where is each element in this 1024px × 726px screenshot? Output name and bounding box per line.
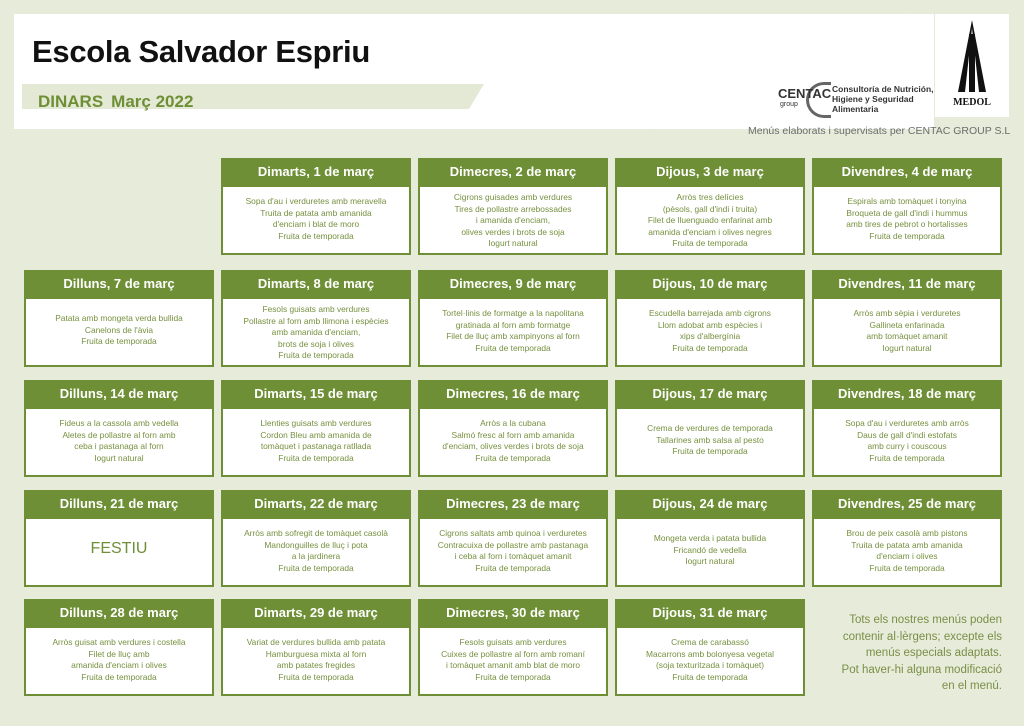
- note-line: contenir al·lèrgens; excepte els: [842, 630, 1002, 643]
- menu-item: Fruita de temporada: [475, 342, 551, 353]
- day-card: [24, 599, 214, 696]
- day-title: Divendres, 11 de març: [812, 270, 1002, 297]
- menu-item: d'enciam, olives verdes i brots de soja: [442, 441, 584, 451]
- menu-item: Fruita de temporada: [869, 562, 945, 573]
- menu-item: Fruita de temporada: [278, 452, 354, 463]
- day-menu: [24, 407, 214, 477]
- centac-desc-line: Consultoría de Nutrición,: [832, 84, 934, 94]
- menu-item: Contracuixa de pollastre amb pastanaga: [437, 539, 589, 550]
- menu-item: Fruita de temporada: [672, 238, 748, 248]
- day-menu: [418, 626, 608, 696]
- menu-item: Filet de lluç amb: [88, 648, 150, 659]
- day-card: [615, 158, 805, 255]
- menu-item: Canelons de l'àvia: [84, 324, 154, 335]
- menu-item: Gallineta enfarinada: [869, 319, 945, 330]
- menu-item: Sopa d'au i verduretes amb arròs: [845, 418, 969, 428]
- day-title: Dimecres, 16 de març: [418, 380, 608, 407]
- day-card: [24, 380, 214, 477]
- menu-label: DINARS: [38, 92, 104, 111]
- menu-item: olives verdes i brots de soja: [461, 226, 565, 237]
- day-card: [221, 380, 411, 477]
- day-card: [221, 490, 411, 587]
- day-card: [812, 270, 1002, 367]
- menu-item: Fruita de temporada: [475, 452, 551, 463]
- note-line: en el menú.: [941, 680, 1002, 692]
- menu-item: amb amanida d'enciam,: [271, 327, 361, 337]
- menu-item: Llom adobat amb espècies i: [657, 319, 763, 330]
- menu-item: Fruita de temporada: [672, 446, 748, 456]
- day-menu: [615, 185, 805, 255]
- menu-item: Cuixes de pollastre al forn amb romaní: [441, 648, 585, 659]
- menu-subtitle: [38, 92, 193, 112]
- centac-description: [832, 84, 934, 114]
- menu-item: Fideus a la cassola amb vedella: [59, 418, 179, 428]
- menu-item: (soja texturitzada i tomàquet): [656, 660, 764, 670]
- note-line: menús especials adaptats.: [865, 647, 1002, 659]
- menu-item: amb tires de pebrot o hortalisses: [846, 219, 968, 229]
- day-card: [615, 270, 805, 367]
- day-title: Dijous, 10 de març: [615, 270, 805, 297]
- menu-item: Variat de verdures bullida amb patata: [246, 637, 386, 647]
- day-menu: [221, 185, 411, 255]
- day-title: Dijous, 31 de març: [615, 599, 805, 626]
- day-card: [418, 599, 608, 696]
- menu-item: d'enciam i olives: [876, 551, 938, 561]
- menu-item: Filet de lluenguado enfarinat amb: [647, 215, 773, 225]
- school-title: Escola Salvador Espriu: [32, 34, 370, 69]
- day-card: [615, 599, 805, 696]
- day-title: Dimecres, 2 de març: [418, 158, 608, 185]
- menu-item: Fruita de temporada: [278, 230, 354, 241]
- day-menu: [24, 297, 214, 367]
- menu-item: Tires de pollastre arrebossades: [454, 203, 572, 214]
- day-menu: [221, 517, 411, 587]
- holiday-label: FESTIU: [24, 517, 214, 587]
- note-line: Pot haver-hi alguna modificació: [841, 663, 1002, 676]
- menu-item: Iogurt natural: [882, 342, 932, 353]
- menu-item: Iogurt natural: [488, 238, 538, 248]
- menu-item: Arròs guisat amb verdures i costella: [52, 637, 186, 647]
- day-title: Dilluns, 14 de març: [24, 380, 214, 407]
- menu-item: xips d'albergínia: [679, 331, 741, 341]
- menu-item: i tomàquet amanit amb blat de moro: [445, 660, 581, 670]
- menu-item: Fruita de temporada: [475, 562, 551, 573]
- day-title: Dilluns, 7 de març: [24, 270, 214, 297]
- menu-month: Març 2022: [111, 92, 194, 111]
- menu-item: Patata amb mongeta verda bullida: [55, 313, 183, 323]
- day-title: Dilluns, 28 de març: [24, 599, 214, 626]
- day-card: [418, 270, 608, 367]
- menu-item: Cigrons saltats amb quinoa i verduretes: [439, 528, 587, 538]
- menu-item: Arròs a la cubana: [480, 418, 546, 428]
- day-menu: [812, 517, 1002, 587]
- menu-item: Truita de patata amb amanida: [851, 539, 963, 550]
- day-title: Dimarts, 8 de març: [221, 270, 411, 297]
- menu-item: Salmó fresc al forn amb amanida: [451, 429, 575, 440]
- menu-item: Broqueta de gall d'indi i hummus: [846, 207, 968, 218]
- menu-item: Fruita de temporada: [672, 671, 748, 682]
- menu-item: Crema de carabassó: [671, 637, 749, 647]
- day-card: [615, 490, 805, 587]
- day-menu: [221, 407, 411, 477]
- day-card: [812, 490, 1002, 587]
- medol-logo: [935, 14, 1009, 117]
- day-card: [418, 380, 608, 477]
- menu-item: Brou de peix casolà amb pistons: [846, 528, 968, 538]
- menu-item: Fesols guisats amb verdures: [459, 637, 567, 647]
- menu-item: brots de soja i olives: [278, 338, 354, 349]
- day-title: Divendres, 4 de març: [812, 158, 1002, 185]
- menu-item: Arròs amb sèpia i verduretes: [853, 308, 961, 318]
- centac-group-text: group: [780, 101, 798, 108]
- menu-item: Iogurt natural: [685, 556, 735, 566]
- menu-item: a la jardinera: [291, 551, 341, 561]
- day-title: Dimarts, 15 de març: [221, 380, 411, 407]
- centac-desc-line: Higiene y Seguridad: [832, 94, 914, 104]
- menu-item: i amanida d'enciam,: [475, 215, 551, 225]
- day-menu: [24, 626, 214, 696]
- menu-item: Llenties guisats amb verdures: [260, 418, 372, 428]
- day-card: [221, 158, 411, 255]
- menu-item: Arròs amb sofregit de tomàquet casolà: [244, 528, 388, 538]
- day-title: Dimarts, 29 de març: [221, 599, 411, 626]
- day-menu: [418, 517, 608, 587]
- day-card: [24, 270, 214, 367]
- menu-item: Pollastre al forn amb llimona i espècies: [243, 315, 389, 326]
- menu-item: Aletes de pollastre al forn amb: [62, 429, 176, 440]
- day-card: [418, 158, 608, 255]
- day-title: Dimecres, 23 de març: [418, 490, 608, 517]
- day-title: Dimarts, 1 de març: [221, 158, 411, 185]
- menu-item: amb curry i couscous: [867, 441, 947, 451]
- centac-desc-line: Alimentaria: [832, 104, 879, 114]
- day-menu: [221, 297, 411, 367]
- day-title: Dijous, 24 de març: [615, 490, 805, 517]
- day-title: Dimecres, 30 de març: [418, 599, 608, 626]
- menu-item: Daus de gall d'indi estofats: [857, 429, 957, 440]
- day-card: [812, 158, 1002, 255]
- menu-item: ceba i pastanaga al forn: [74, 441, 164, 451]
- menu-item: Arròs tres delícies: [676, 192, 744, 202]
- menu-item: d'enciam i blat de moro: [272, 219, 360, 229]
- day-title: Divendres, 18 de març: [812, 380, 1002, 407]
- menu-item: Fruita de temporada: [672, 342, 748, 353]
- menu-item: Fruita de temporada: [475, 671, 551, 682]
- allergen-note: [824, 612, 1002, 695]
- menu-item: Fruita de temporada: [278, 562, 354, 573]
- menu-item: Hamburguesa mixta al forn: [265, 648, 367, 659]
- menu-item: Mandonguilles de lluç i pota: [264, 539, 368, 550]
- centac-logo-text: CENTAC: [778, 86, 832, 101]
- menu-item: Cordon Bleu amb amanida de: [260, 429, 372, 440]
- day-card: [418, 490, 608, 587]
- day-card: [24, 490, 214, 587]
- day-title: Dimecres, 9 de març: [418, 270, 608, 297]
- menu-item: Macarrons amb bolonyesa vegetal: [645, 648, 775, 659]
- day-card: [812, 380, 1002, 477]
- day-menu: [615, 517, 805, 587]
- day-menu: [812, 297, 1002, 367]
- medol-tower-icon: [935, 14, 1009, 94]
- day-menu: [615, 297, 805, 367]
- menu-item: Fruita de temporada: [278, 671, 354, 682]
- menu-item: Truita de patata amb amanida: [260, 207, 372, 218]
- menu-item: i ceba al forn i tomàquet amanit: [454, 551, 572, 561]
- menu-item: Fruita de temporada: [869, 230, 945, 241]
- menu-item: Sopa d'au i verduretes amb meravella: [245, 196, 387, 206]
- day-card: [221, 270, 411, 367]
- day-card: [221, 599, 411, 696]
- menu-item: Iogurt natural: [94, 452, 144, 463]
- menu-item: amb tomàquet amanit: [866, 331, 948, 341]
- centac-logo: [776, 82, 936, 122]
- menu-item: Espirals amb tomàquet i tonyina: [847, 196, 967, 206]
- day-menu: [418, 297, 608, 367]
- menu-item: Tortel·linis de formatge a la napolitana: [442, 308, 584, 318]
- day-menu: [812, 185, 1002, 255]
- day-menu: [615, 626, 805, 696]
- day-title: Dijous, 3 de març: [615, 158, 805, 185]
- day-menu: [615, 407, 805, 477]
- menu-item: tomàquet i pastanaga ratllada: [260, 441, 372, 451]
- day-title: Dimarts, 22 de març: [221, 490, 411, 517]
- menu-item: Fruita de temporada: [81, 671, 157, 682]
- menu-item: amb patates fregides: [276, 660, 356, 670]
- menu-item: Fruita de temporada: [869, 452, 945, 463]
- day-menu: [221, 626, 411, 696]
- day-card: [615, 380, 805, 477]
- menu-item: Fruita de temporada: [278, 350, 354, 360]
- menu-item: Fricandó de vedella: [673, 544, 747, 555]
- menu-item: Crema de verdures de temporada: [647, 423, 773, 433]
- menu-item: amanida d'enciam i olives: [71, 660, 167, 670]
- menu-item: Cigrons guisades amb verdures: [453, 192, 573, 202]
- note-line: Tots els nostres menús poden: [849, 614, 1002, 626]
- day-title: Dijous, 17 de març: [615, 380, 805, 407]
- menu-item: gratinada al forn amb formatge: [455, 319, 571, 330]
- day-menu: [812, 407, 1002, 477]
- day-menu: [418, 185, 608, 255]
- menu-item: (pèsols, gall d'indi i truita): [662, 203, 758, 214]
- day-menu: [418, 407, 608, 477]
- day-title: Divendres, 25 de març: [812, 490, 1002, 517]
- menu-item: Mongeta verda i patata bullida: [653, 533, 767, 543]
- menu-item: Fruita de temporada: [81, 336, 157, 346]
- menu-item: amanida d'enciam i olives negres: [648, 226, 772, 237]
- supervised-note: Menús elaborats i supervisats per CENTAC GROUP S.L: [748, 125, 1011, 137]
- day-title: Dilluns, 21 de març: [24, 490, 214, 517]
- menu-item: Tallarines amb salsa al pesto: [656, 434, 764, 445]
- menu-item: Escudella barrejada amb cigrons: [649, 308, 771, 318]
- menu-item: Fesols guisats amb verdures: [262, 304, 370, 314]
- menu-item: Filet de lluç amb xampinyons al forn: [446, 331, 580, 341]
- medol-logo-text: MEDOL: [953, 97, 991, 108]
